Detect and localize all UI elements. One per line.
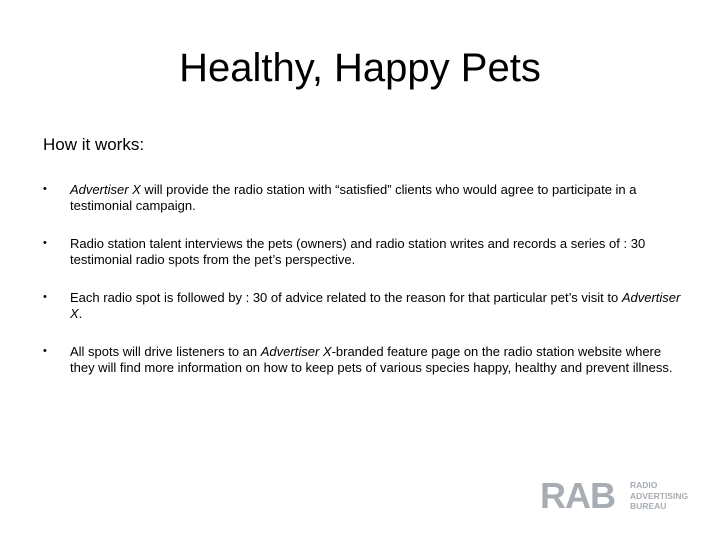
bullet-text-segment: will provide the radio station with “satisfied” clients who would agree to participate in a testimonial campaign. xyxy=(70,182,637,213)
bullet-icon: • xyxy=(43,345,47,357)
bullet-text-segment: -branded feature page on the radio station website where they will find more information on how to keep pets of various species happy, healthy and prevent illness. xyxy=(70,344,673,375)
bullet-text xyxy=(70,236,645,267)
bullet-text-segment: Each radio spot is followed by : 30 of advice related to the reason for that particular pet’s visit to xyxy=(70,290,622,305)
subheading: How it works: xyxy=(43,135,145,154)
rab-logo-line: ADVERTISING xyxy=(630,490,689,501)
rab-logo-words xyxy=(630,480,688,512)
advertiser-name: Advertiser X xyxy=(260,344,332,359)
rab-logo-line: RADIO xyxy=(630,480,658,490)
slide-title: Healthy, Happy Pets xyxy=(179,46,541,90)
bullet-item xyxy=(43,236,683,267)
bullet-text-segment: All spots will drive listeners to an xyxy=(70,344,261,359)
advertiser-name: Advertiser X xyxy=(70,182,141,197)
bullet-icon: • xyxy=(43,291,47,303)
bullet-icon: • xyxy=(43,237,47,249)
bullet-text-segment: Radio station talent interviews the pets (owners) and radio station writes and records a series of : 30 testimonial radio spots from the pet’s perspective. xyxy=(70,236,646,267)
advertiser-name: Advertiser X xyxy=(70,290,681,321)
rab-logo-mark: RAB xyxy=(540,475,615,516)
bullet-text-segment: . xyxy=(78,305,83,321)
bullet-text xyxy=(70,344,672,375)
bullet-icon: • xyxy=(43,183,47,195)
bullet-text xyxy=(70,182,637,213)
bullet-item xyxy=(43,290,683,321)
bullet-item xyxy=(43,182,683,213)
rab-logo-line: BUREAU xyxy=(630,501,667,511)
rab-logo xyxy=(540,477,705,515)
bullet-list xyxy=(43,182,683,398)
bullet-item xyxy=(43,344,683,375)
bullet-text xyxy=(70,290,680,321)
